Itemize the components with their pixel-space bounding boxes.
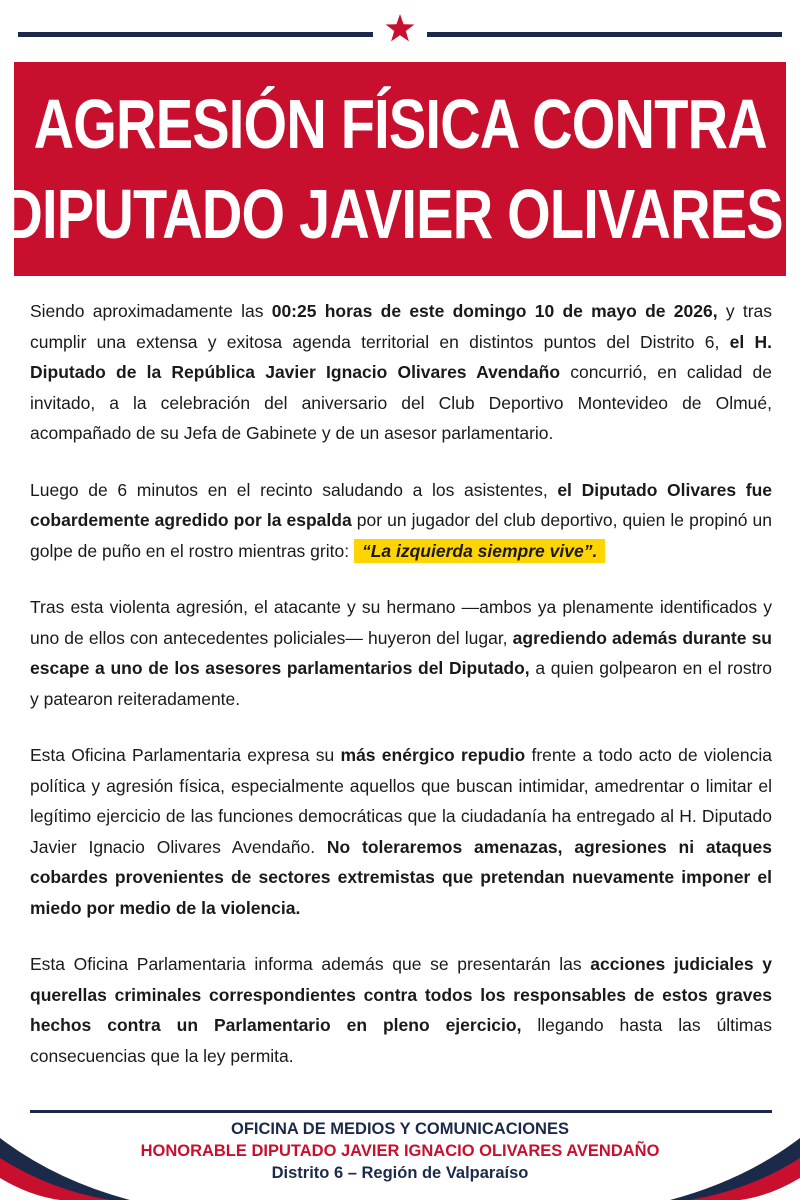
footer-rule	[30, 1110, 772, 1113]
footer-deputy-name: HONORABLE DIPUTADO JAVIER IGNACIO OLIVARES AVENDAÑO	[140, 1142, 660, 1160]
bold-text: agrediendo además durante su escape a uno de los asesores parlamentarios del Diputado,	[30, 627, 772, 678]
body-text: concurrió, en calidad de invitado, a la celebración del aniversario del Club Deportivo Montevideo de Olmué, acompañado de su Jefa de Gabinete y de un asesor parlamentario.	[30, 362, 773, 443]
paragraph	[30, 740, 772, 923]
paragraph	[30, 475, 772, 567]
body-text: Luego de 6 minutos en el recinto saludando a los asistentes,	[30, 479, 558, 500]
body-text: frente a todo acto de violencia política y agresión física, especialmente aquellos que buscan intimidar, amedrentar o limitar el legítimo ejercicio de las funciones democráticas que la ciudadanía ha entregado al H. Diputado Javier Ignacio Olivares Avendaño.	[30, 745, 772, 857]
body-text: Esta Oficina Parlamentaria expresa su	[30, 745, 341, 765]
top-rule-left	[18, 32, 373, 37]
bold-text: 00:25 horas de este domingo 10 de mayo de 2026,	[271, 301, 718, 321]
bold-text: No toleraremos amenazas, agresiones ni ataques cobardes provenientes de sectores extremistas que pretendan nuevamente imponer el miedo por medio de la violencia.	[30, 836, 772, 918]
body-text: y tras cumplir una extensa y exitosa agenda territorial en distintos puntos del Distrito 6,	[30, 301, 773, 352]
bold-text: el H. Diputado de la República Javier Ignacio Olivares Avendaño	[30, 331, 773, 382]
footer-district: Distrito 6 – Región de Valparaíso	[271, 1164, 529, 1182]
star-icon	[384, 12, 416, 44]
title-banner	[2, 62, 798, 276]
paragraph	[30, 592, 772, 714]
bold-text: acciones judiciales y querellas criminales correspondientes contra todos los responsables de estos graves hechos contra un Parlamentario en pleno ejercicio,	[30, 954, 772, 1035]
body-text: Siendo aproximadamente las	[30, 301, 272, 321]
bold-text: el Diputado Olivares fue cobardemente agredido por la espalda	[30, 479, 772, 530]
headline-line-1: AGRESIÓN FÍSICA CONTRA	[33, 85, 767, 163]
headline-line-2: DIPUTADO JAVIER OLIVARES.	[2, 175, 798, 253]
bold-text: más enérgico repudio	[340, 745, 526, 765]
body-text: por un jugador del club deportivo, quien le propinó un golpe de puño en el rostro mientras grito:	[30, 510, 772, 561]
body-text: a quien golpearon en el rostro y patearon reiteradamente.	[30, 658, 772, 709]
top-rule-right	[427, 32, 782, 37]
paragraph	[30, 296, 772, 449]
body-text: llegando hasta las últimas consecuencias que la ley permita.	[30, 1015, 772, 1066]
body-text: Esta Oficina Parlamentaria informa además que se presentarán las	[30, 954, 591, 974]
paragraph	[30, 949, 772, 1071]
highlighted-quote: “La izquierda siempre vive”.	[354, 539, 605, 563]
footer-office: OFICINA DE MEDIOS Y COMUNICACIONES	[231, 1120, 569, 1138]
body-text: Tras esta violenta agresión, el atacante y su hermano —ambos ya plenamente identificados y uno de ellos con antecedentes policiales— huyeron del lugar,	[30, 597, 772, 648]
press-release-body	[30, 296, 772, 1071]
footer-signature	[0, 1118, 800, 1184]
